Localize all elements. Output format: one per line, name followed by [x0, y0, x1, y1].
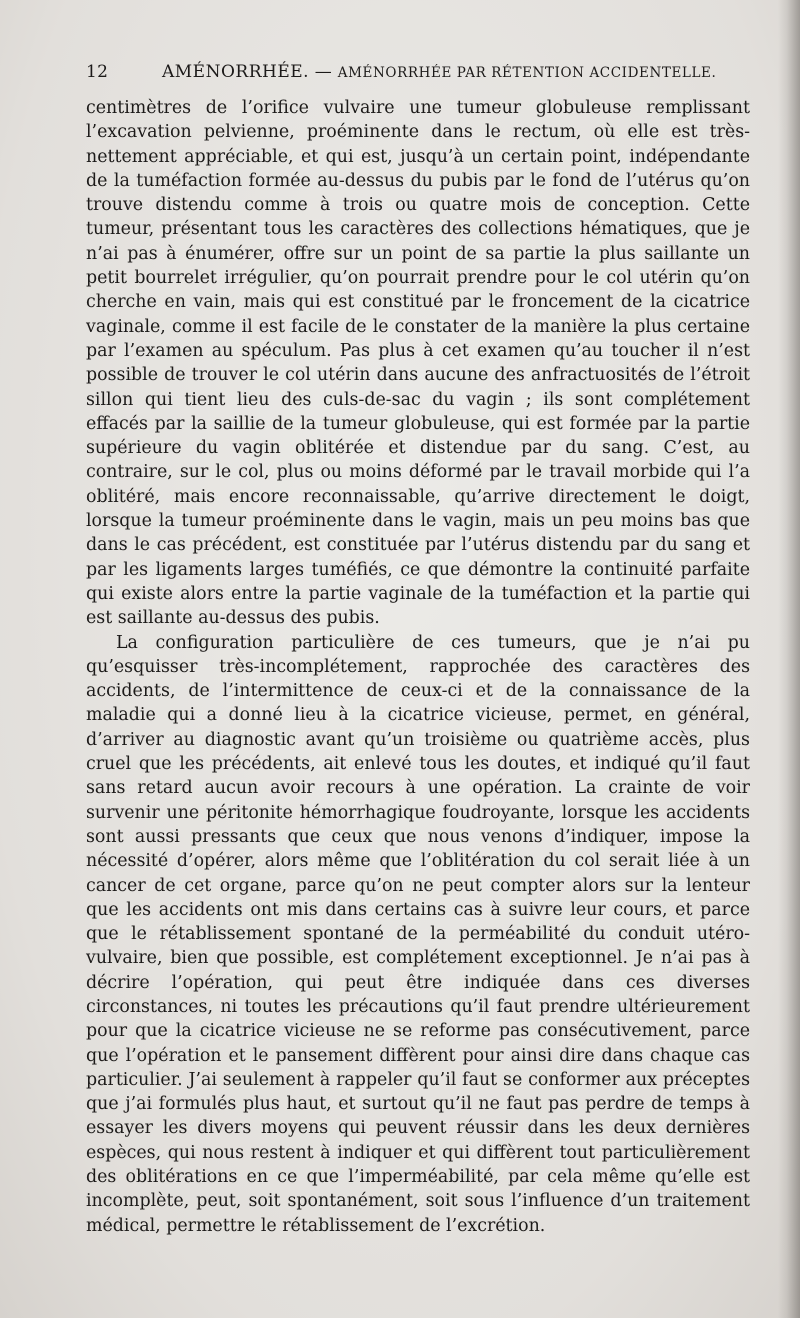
running-title-separator: — [309, 62, 338, 82]
paragraph-continued: centimètres de l’orifice vulvaire une tumeur globuleuse remplissant l’excavation pelvienne, proéminente dans le rectum, où elle est très-nettement appréciable, et qui est, jusqu’à un certain point, indépendante de la tuméfaction formée au-dessus du pubis par le fond de l’utérus qu’on trouve distendu comme à trois ou quatre mois de conception. Cette tumeur, présentant tous les caractères des collections hématiques, que je n’ai pas à énumérer, offre sur un point de sa partie la plus saillante un petit bourrelet irrégulier, qu’on pourrait prendre pour le col utérin qu’on cherche en vain, mais qui est constitué par le froncement de la cicatrice vaginale, comme il est facile de le constater de la manière la plus certaine par l’examen au spéculum. Pas plus à cet examen qu’au toucher il n’est possible de trouver le col utérin dans aucune des anfractuosités de l’étroit sillon qui tient lieu des culs-de-sac du vagin ; ils sont complétement effacés par la saillie de la tumeur globuleuse, qui est formée par la partie supérieure du vagin oblitérée et distendue par du sang. C’est, au contraire, sur le col, plus ou moins déformé par le travail morbide qui l’a oblitéré, mais encore reconnaissable, qu’arrive directement le doigt, lorsque la tumeur proéminente dans le vagin, mais un peu moins bas que dans le cas précédent, est constituée par l’utérus distendu par du sang et par les ligaments larges tuméfiés, ce que démontre la continuité parfaite qui existe alors entre la partie vaginale de la tuméfaction et la partie qui est saillante au-dessus des pubis. [86, 98, 750, 629]
running-title-main: AMÉNORRHÉE. [162, 62, 310, 82]
running-title-sub: AMÉNORRHÉE PAR RÉTENTION ACCIDENTELLE. [337, 65, 717, 81]
page-number: 12 [86, 62, 109, 82]
page-gutter-shadow [778, 0, 800, 1318]
body-text [86, 96, 750, 1238]
paragraph: La configuration particulière de ces tumeurs, que je n’ai pu qu’esquisser très-incomplétement, rapprochée des caractères des accidents, de l’intermittence de ceux-ci et de la connaissance de la maladie qui a donné lieu à la cicatrice vicieuse, permet, en général, d’arriver au diagnostic avant qu’un troisième ou quatrième accès, plus cruel que les précédents, ait enlevé tous les doutes, et indiqué qu’il faut sans retard aucun avoir recours à une opération. La crainte de voir survenir une péritonite hémorrhagique foudroyante, lorsque les accidents sont aussi pressants que ceux que nous venons d’indiquer, impose la nécessité d’opérer, alors même que l’oblitération du col serait liée à un cancer de cet organe, parce qu’on ne peut compter alors sur la lenteur que les accidents ont mis dans certains cas à suivre leur cours, et parce que le rétablissement spontané de la perméabilité du conduit utéro-vulvaire, bien que possible, est complétement exceptionnel. Je n’ai pas à décrire l’opération, qui peut être indiquée dans ces diverses circonstances, ni toutes les précautions qu’il faut prendre ultérieurement pour que la cicatrice vicieuse ne se reforme pas consécutivement, parce que l’opération et le pansement diffèrent pour ainsi dire dans chaque cas particulier. J’ai seulement à rappeler qu’il faut se conformer aux préceptes que j’ai formulés plus haut, et surtout qu’il ne faut pas perdre de temps à essayer les divers moyens qui peuvent réussir dans les deux dernières espèces, qui nous restent à indiquer et qui diffèrent tout particulièrement des oblitérations en ce que l’imperméabilité, par cela même qu’elle est incomplète, peut, soit spontanément, soit sous l’influence d’un traitement médical, permettre le rétablissement de l’excrétion. [86, 632, 750, 1236]
running-title [162, 62, 716, 82]
running-header [86, 62, 736, 88]
